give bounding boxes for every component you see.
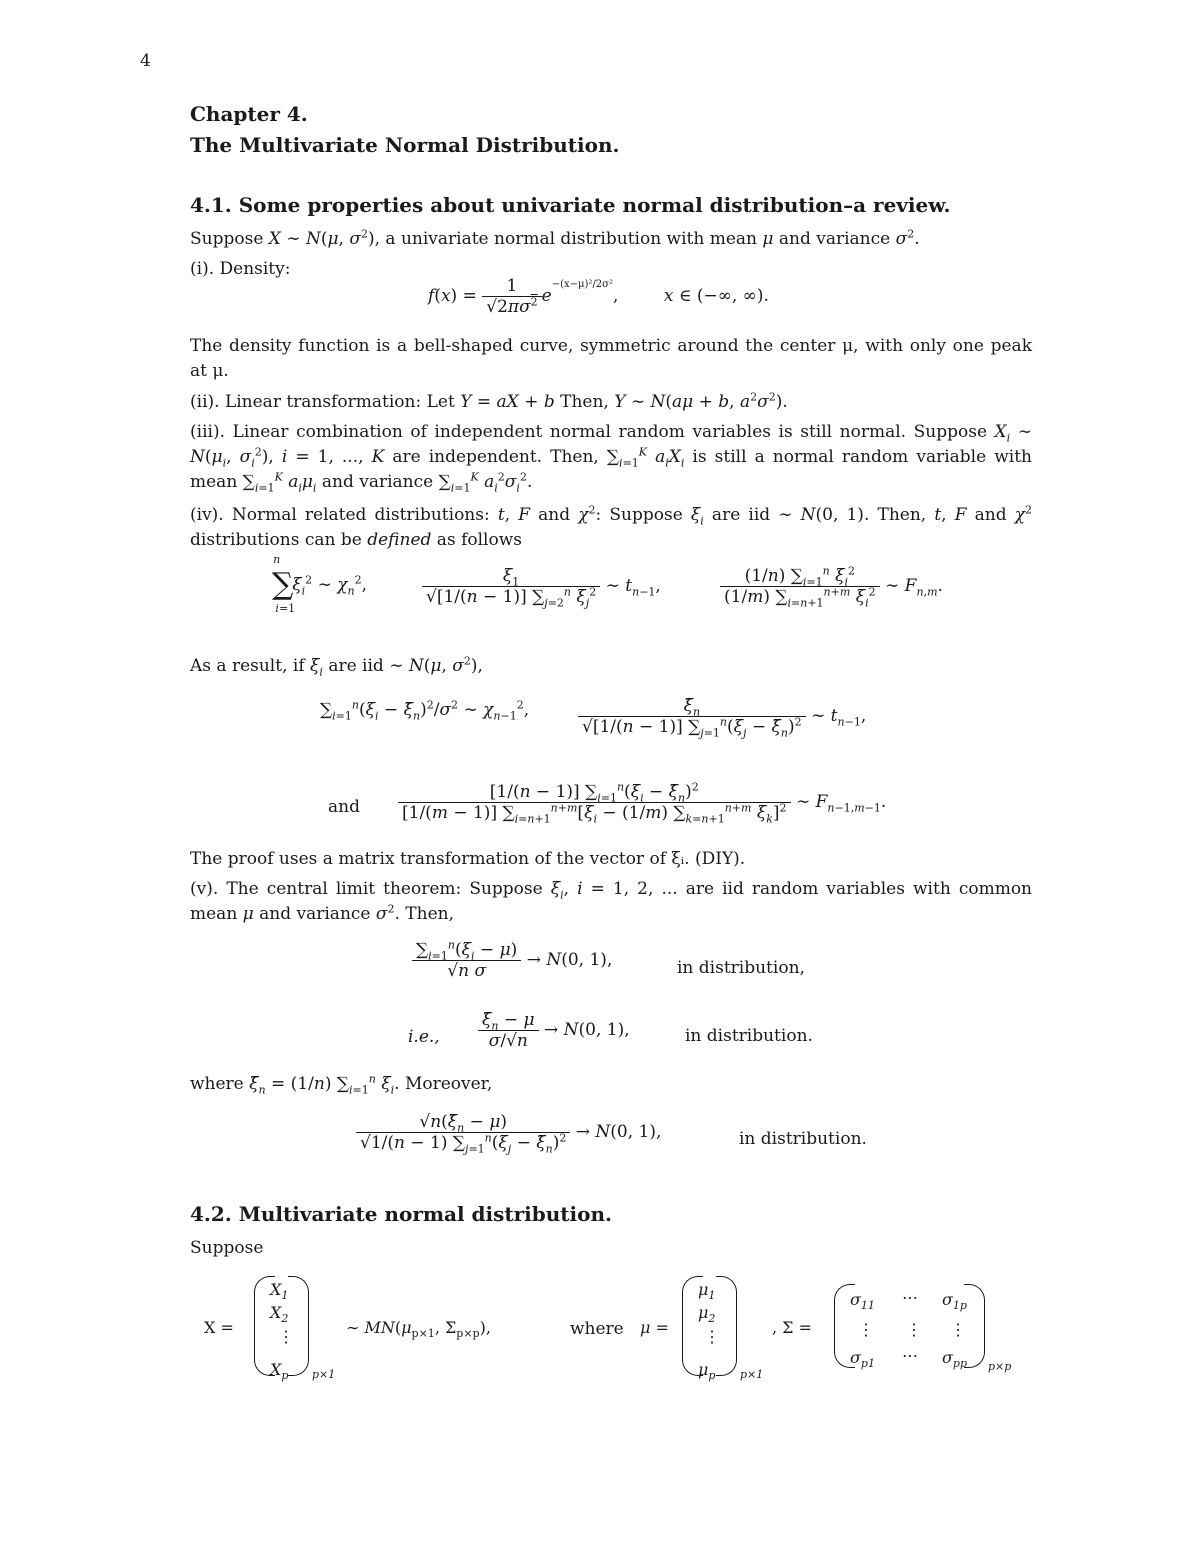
density-formula: f(x) = $\frac{1}{√2\pi\sigma^2}$ $e^{-(x-\mu)^2/2\sigma^2}$, x ∈ (−∞, ∞). bbox=[428, 276, 769, 317]
proof-note: The proof uses a matrix transformation of the vector of ξᵢ. (DIY). bbox=[190, 849, 746, 869]
where-label: where bbox=[570, 1319, 624, 1339]
item-i-label: (i). Density: bbox=[190, 259, 291, 279]
intro-line: Suppose X ∼ N(μ, $\sigma^2$), a univariate normal distribution with mean μ and variance $\sigma^2$. bbox=[190, 227, 920, 249]
and-word: and bbox=[328, 797, 360, 817]
chi-square-formula: $\sum_{i=1}^n\xi_i^2$ ∼ $\chi_n^2$, bbox=[272, 552, 368, 615]
item-iii: (iii). Linear combination of independent normal random variables is still normal. Suppose $X_i$ ∼ $N(\mu_i$, $\sigma_i^2$), i = 1, ..., K are independent. Then, $\sum_{i=1}^K$ $a_iX_i$ is still a normal random variable with mean $\sum_{i=1}^K$ $a_i\mu_i$ and variance $\sum_{i=1}^K$ $a_i^2\sigma_i^2$. bbox=[190, 422, 1032, 495]
suppose-label: Suppose bbox=[190, 1238, 264, 1258]
clt-formula-1: $\frac{\sum_{i=1}^n(\xi_i - \mu)}{\text{√n σ}}$ → N(0, 1), bbox=[412, 940, 612, 981]
f-distribution-formula: $\frac{(1/n) \sum_{i=1}^n \xi_i^2}{(1/m) \sum_{i=n+1}^{n+m} \xi_i^2}$ ∼ $F_{n,m}$. bbox=[720, 566, 943, 607]
density-note: The density function is a bell-shaped curve, symmetric around the center μ, with only one peak at μ. bbox=[190, 336, 1032, 381]
t-distribution-formula: $\frac{\xi_1}{√[1/(n - 1)] \sum_{j=2}^n \xi_j^2}$ ∼ $t_{n-1}$, bbox=[422, 566, 661, 607]
item-iv: (iv). Normal related distributions: t, F and $\chi^2$: Suppose $\xi_i$ are iid ∼ N(0, 1). Then, t, F and $\chi^2$ distributions can be defined as follows bbox=[190, 503, 1033, 550]
clt-in-distribution-2: in distribution. bbox=[685, 1026, 813, 1046]
f-result: $\frac{[1/(n - 1)] \sum_{i=1}^n(\xi_i - \xī_n)^2}{[1/(m - 1)] \sum_{i=n+1}^{n+m}[\xi_i - (1/m) \sum_{k=n+1}^{n+m} \xi_k]^2}$ ∼ $F_{n-1,m-1}$. bbox=[398, 782, 886, 823]
ie-label: i.e., bbox=[408, 1027, 440, 1047]
as-result-line: As a result, if $\xi_i$ are iid ∼ N(μ, $\sigma^2$), bbox=[190, 654, 483, 679]
item-ii: (ii). Linear transformation: Let Y = aX + b Then, Y ∼ N(aμ + b, $a^2\sigma^2$). bbox=[190, 390, 788, 412]
clt-in-distribution-1: in distribution, bbox=[677, 958, 805, 978]
page-number: 4 bbox=[140, 51, 151, 71]
clt-formula-2: $\frac{\xī_n - \mu}{\sigma/√n}$ → N(0, 1), bbox=[478, 1010, 630, 1051]
clt-in-distribution-3: in distribution. bbox=[739, 1129, 867, 1149]
where-mean-line: where $\xī_n = (1/n)$ $\sum_{i=1}^n$ $\xi_i$. Moreover, bbox=[190, 1072, 493, 1097]
section-heading-4-2: 4.2. Multivariate normal distribution. bbox=[190, 1202, 612, 1226]
chi-square-result: $\sum_{i=1}^n(\xi_i$ − $\xī_n)^2/\sigma^2$ ∼ $\chi_{n-1}^2$, bbox=[320, 698, 530, 723]
t-result: $\frac{\xī_n}{√[1/(n - 1)] \sum_{j=1}^n(\xi_j - \xī_n)^2}$ ∼ $t_{n-1}$, bbox=[578, 696, 866, 737]
section-heading-4-1: 4.1. Some properties about univariate normal distribution–a review. bbox=[190, 193, 951, 217]
studentized-clt-formula: $\frac{√n(\xī_n - \mu)}{√1/(n - 1) \sum_{j=1}^n(\xi_j - \xī_n)^2}$ → N(0, 1), bbox=[356, 1112, 661, 1153]
chapter-title: The Multivariate Normal Distribution. bbox=[190, 133, 620, 157]
chapter-number: Chapter 4. bbox=[190, 102, 308, 126]
item-v: (v). The central limit theorem: Suppose $\xi_i$, i = 1, 2, ... are iid random variables with common mean μ and variance $\sigma^2$. Then, bbox=[190, 879, 1032, 924]
